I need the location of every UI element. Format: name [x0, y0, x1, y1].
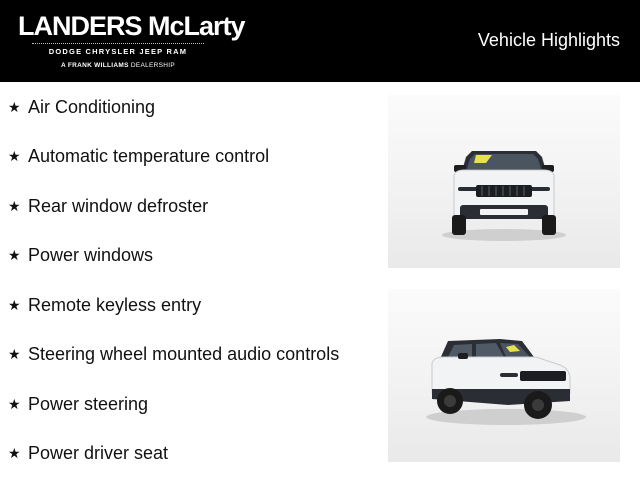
header-bar — [0, 0, 640, 82]
logo-brands: DODGE CHRYSLER JEEP RAM — [48, 47, 188, 56]
feature-label: Power driver seat — [28, 442, 169, 463]
logo-dealer-suffix: DEALERSHIP — [130, 62, 176, 69]
star-icon: ★ — [8, 445, 21, 461]
feature-label: Rear window defroster — [28, 195, 209, 216]
feature-label: Automatic temperature control — [28, 145, 270, 166]
star-icon: ★ — [8, 396, 21, 412]
feature-label: Power steering — [28, 393, 149, 414]
star-icon: ★ — [8, 148, 21, 164]
feature-item — [8, 293, 201, 317]
feature-label: Air Conditioning — [28, 96, 156, 117]
feature-item — [8, 144, 269, 168]
star-icon: ★ — [8, 297, 21, 313]
vehicle-photo-front[interactable] — [388, 95, 620, 268]
feature-item — [8, 441, 168, 465]
vehicle-photo-three-quarter[interactable] — [388, 289, 620, 462]
star-icon: ★ — [8, 247, 21, 263]
star-icon: ★ — [8, 198, 21, 214]
page-title: Vehicle Highlights — [477, 30, 620, 50]
logo-dealer-prefix: A FRANK WILLIAMS — [60, 62, 129, 69]
feature-item — [8, 392, 148, 416]
feature-item — [8, 194, 208, 218]
suv-front-view-photo — [388, 95, 620, 268]
logo-dealer-line — [18, 62, 218, 69]
feature-item — [8, 243, 153, 267]
logo-divider — [32, 43, 204, 44]
feature-label: Remote keyless entry — [28, 294, 202, 315]
feature-label: Steering wheel mounted audio controls — [28, 343, 340, 364]
suv-three-quarter-view-photo — [388, 289, 620, 462]
star-icon: ★ — [8, 346, 21, 362]
feature-item — [8, 95, 155, 119]
star-icon: ★ — [8, 99, 21, 115]
logo-wordmark: LANDERS McLarty — [18, 11, 245, 41]
feature-item — [8, 342, 339, 366]
feature-label: Power windows — [28, 244, 154, 265]
dealer-logo[interactable] — [18, 10, 245, 72]
